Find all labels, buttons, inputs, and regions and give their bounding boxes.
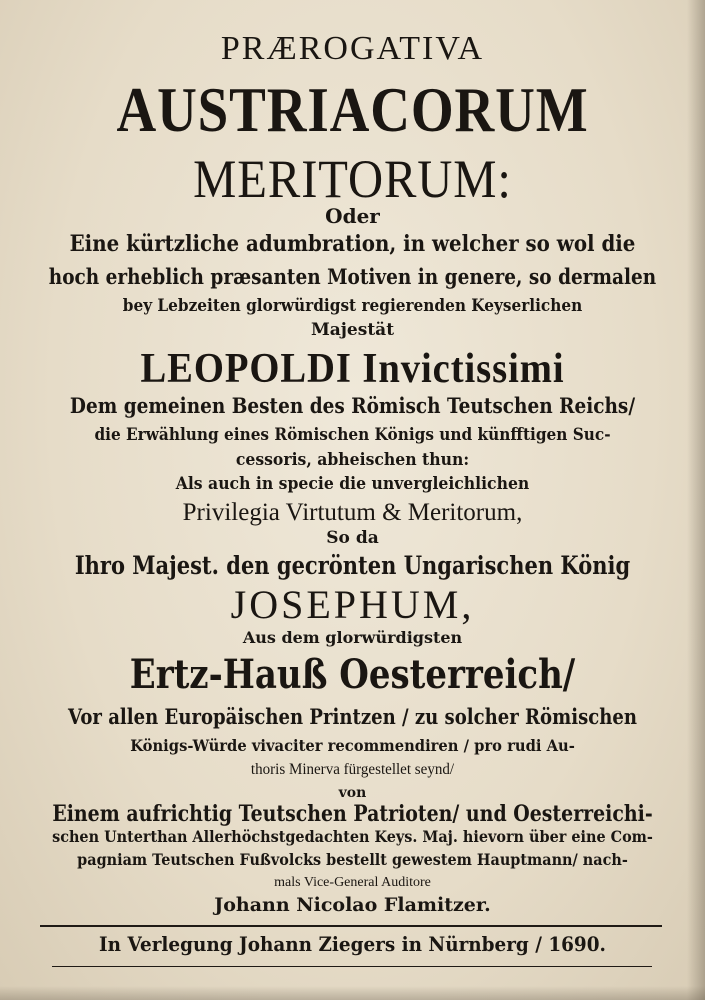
- unterthan-line: schen Unterthan Allerhöchstgedachten Keys. Maj. hievorn über eine Com-: [52, 827, 653, 846]
- privilegia-line: Privilegia Virtutum & Meritorum,: [182, 499, 523, 526]
- aus-dem-line: Aus dem glorwürdigsten: [242, 628, 463, 647]
- von-line: von: [338, 785, 367, 801]
- ertz-haus-line: Ertz-Hauß Oesterreich/: [129, 651, 576, 698]
- konigs-wurde-line: Königs-Würde vivaciter recommendiren / pro rudi Au-: [130, 736, 575, 755]
- author-name-line: Johann Nicolao Flamitzer.: [214, 894, 491, 916]
- so-da-line: So da: [326, 528, 379, 548]
- leopoldi-line: LEOPOLDI Invictissimi: [140, 346, 565, 392]
- cessoris-line: cessoris, abheischen thun:: [235, 450, 470, 470]
- erwahlung-line: die Erwählung eines Römischen Königs und künfftigen Suc-: [94, 425, 611, 445]
- oder-line: Oder: [325, 204, 380, 228]
- subtitle-line-2: hoch erheblich præsanten Motiven in genere, so dermalen: [48, 264, 657, 289]
- compagniam-line: pagniam Teutschen Fußvolcks bestellt gewestem Hauptmann/ nach-: [77, 850, 628, 869]
- ihro-majest-line: Ihro Majest. den gecrönten Ungarischen König: [74, 551, 631, 580]
- majestat-line: Majestät: [310, 320, 395, 340]
- title-line-praerogativa: PRÆROGATIVA: [220, 30, 485, 67]
- einem-line: Einem aufrichtig Teutschen Patrioten/ und Oesterreichi-: [52, 801, 653, 827]
- page-edge-shadow: [687, 0, 705, 1000]
- josephum-line: JOSEPHUM,: [230, 582, 475, 627]
- imprint-line: In Verlegung Johann Ziegers in Nürnberg / 1690.: [99, 932, 606, 956]
- vice-general-line: mals Vice-General Auditore: [274, 875, 431, 890]
- title-line-austriacorum: AUSTRIACORUM: [116, 74, 589, 145]
- title-line-meritorum: MERITORUM:: [193, 149, 512, 209]
- subtitle-line-1: Eine kürtzliche adumbration, in welcher so wol die: [69, 231, 636, 257]
- imprint-top-rule: [40, 925, 662, 927]
- imprint-bottom-rule: [52, 966, 652, 967]
- page-bottom-shadow: [0, 986, 705, 1000]
- dem-gemeinen-line: Dem gemeinen Besten des Römisch Teutschen Reichs/: [69, 393, 636, 418]
- als-auch-line: Als auch in specie die unvergleichlichen: [175, 474, 530, 494]
- authoris-line: thoris Minerva fürgestellet seynd/: [250, 761, 455, 778]
- vor-allen-line: Vor allen Europäischen Printzen / zu solcher Römischen: [68, 704, 637, 729]
- subtitle-line-3: bey Lebzeiten glorwürdigst regierenden Keyserlichen: [122, 296, 583, 316]
